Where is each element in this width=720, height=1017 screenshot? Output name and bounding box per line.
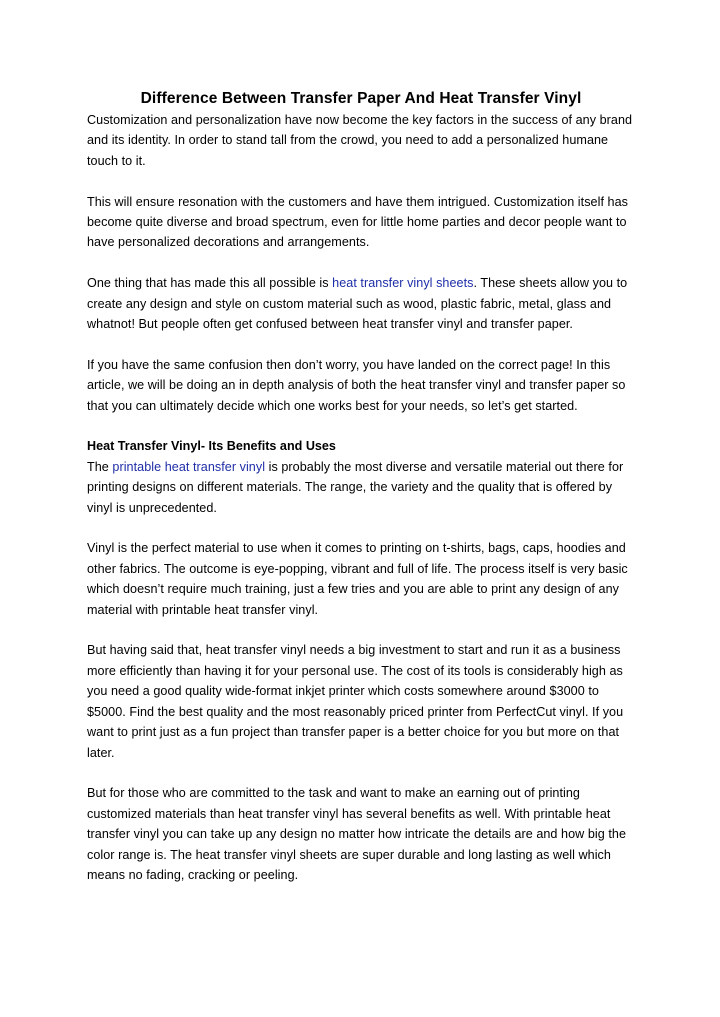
paragraph-perfect-material: Vinyl is the perfect material to use when it comes to printing on t-shirts, bags, caps, hoodies and other fabrics. The outcome is eye-popping, vibrant and full of life. The process itself is very basic which doesn’t require much training, just a few tries and you are able to print any design of any material with printable heat transfer vinyl. bbox=[87, 541, 628, 617]
document-page bbox=[87, 88, 635, 906]
section-heading: Heat Transfer Vinyl- Its Benefits and Uses bbox=[87, 439, 336, 454]
paragraph-resonation: This will ensure resonation with the customers and have them intrigued. Customization itself has become quite diverse and broad spectrum, even for little home parties and decor people want to have personalized decorations and arrangements. bbox=[87, 194, 628, 250]
paragraph-benefits: But for those who are committed to the task and want to make an earning out of printing customized materials than heat transfer vinyl has several benefits as well. With printable heat transfer vinyl you can take up any design no matter how intricate the details are and how big the color range is. The heat transfer vinyl sheets are super durable and long lasting as well which means no fading, cracking or peeling. bbox=[87, 786, 626, 882]
paragraph-text: One thing that has made this all possible is bbox=[87, 276, 333, 291]
heat-transfer-vinyl-sheets-link[interactable]: heat transfer vinyl sheets bbox=[332, 276, 474, 291]
paragraph-text: The bbox=[87, 459, 113, 474]
paragraph-confusion: If you have the same confusion then don’t worry, you have landed on the correct page! In this article, we will be doing an in depth analysis of both the heat transfer vinyl and transfer paper so that you can ultimately decide which one works best for your needs, so let’s get started. bbox=[87, 357, 626, 413]
paragraph-investment: But having said that, heat transfer vinyl needs a big investment to start and run it as a business more efficiently than having it for your personal use. The cost of its tools is considerably high as you need a good quality wide-format inkjet printer which costs somewhere around $3000 to $5000. Find the best quality and the most reasonably priced printer from PerfectCut vinyl. If you want to print just as a fun project than transfer paper is a better choice for you but more on that later. bbox=[87, 643, 624, 760]
paragraph-text: is probably the most diverse and versatile material out there for printing designs on different materials. The range, the variety and the quality that is offered by vinyl is unprecedented. bbox=[87, 459, 624, 515]
paragraph-possible bbox=[87, 273, 635, 334]
paragraph-text: . These sheets allow you to create any design and style on custom material such as wood, plastic fabric, metal, glass and whatnot! But people often get confused between heat transfer vinyl and transfer paper. bbox=[87, 276, 628, 332]
paragraph-intro: Customization and personalization have now become the key factors in the success of any brand and its identity. In order to stand tall from the crowd, you need to add a personalized humane touch to it. bbox=[87, 113, 633, 168]
document-title: Difference Between Transfer Paper And Heat Transfer Vinyl bbox=[140, 90, 582, 107]
paragraph-printable bbox=[87, 457, 635, 518]
printable-heat-transfer-vinyl-link[interactable]: printable heat transfer vinyl bbox=[112, 459, 266, 474]
